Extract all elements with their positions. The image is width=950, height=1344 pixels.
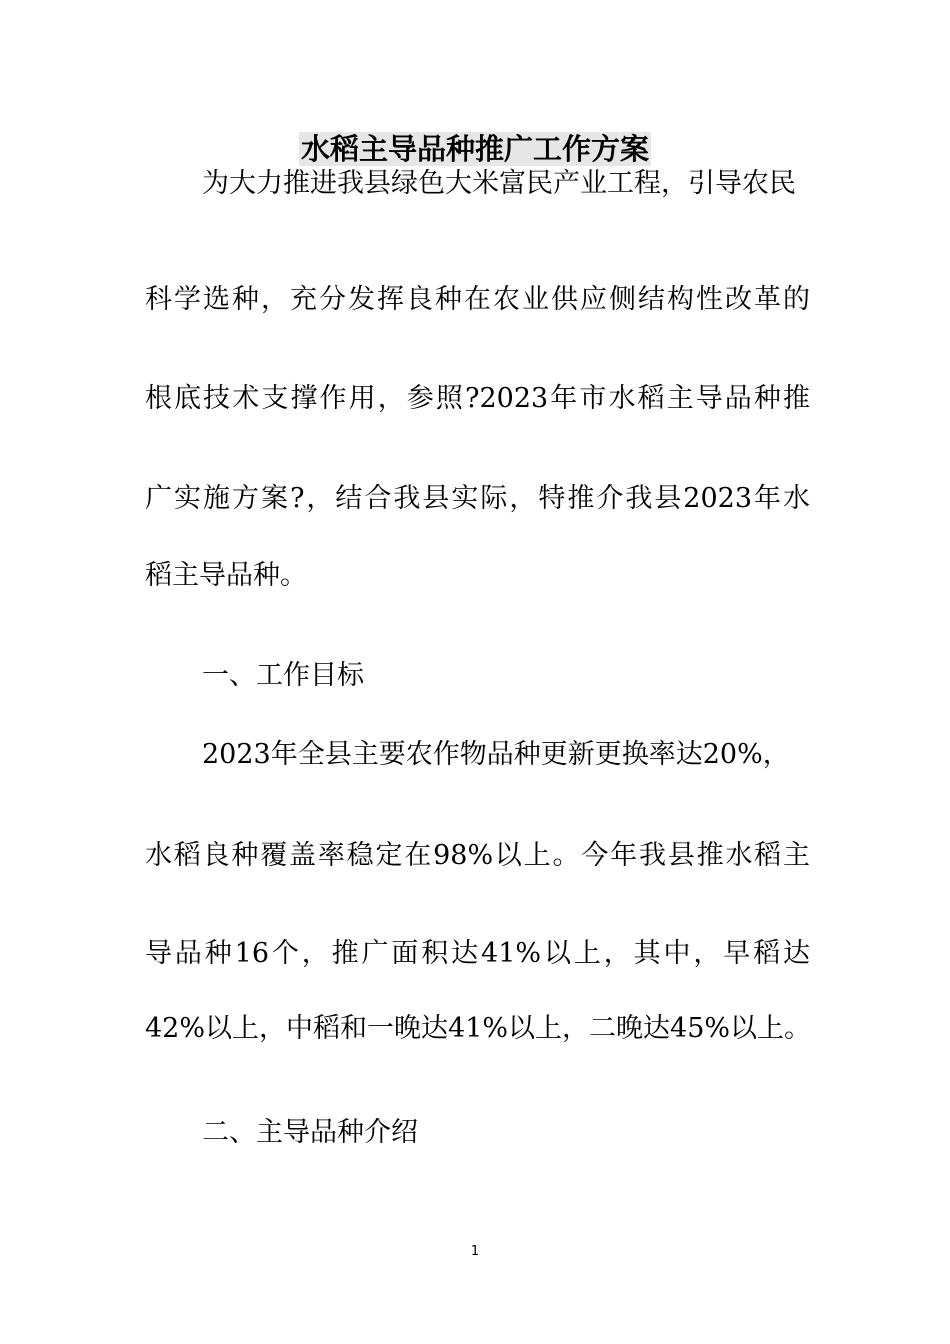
intro-line-2: 科学选种，充分发挥良种在农业供应侧结构性改革的 xyxy=(145,284,810,315)
document-title-text: 水稻主导品种推广工作方案 xyxy=(300,132,649,166)
intro-line-5: 稻主导品种。 xyxy=(145,560,307,591)
goals-line-2: 水稻良种覆盖率稳定在98%以上。今年我县推水稻主 xyxy=(145,840,810,871)
intro-line-1: 为大力推进我县绿色大米富民产业工程，引导农民 xyxy=(202,168,796,199)
goals-line-3: 导品种16个，推广面积达41%以上，其中，早稻达 xyxy=(145,938,810,969)
intro-line-3: 根底技术支撑作用，参照?2023年市水稻主导品种推 xyxy=(145,383,810,414)
intro-line-4: 广实施方案?，结合我县实际，特推介我县2023年水 xyxy=(145,483,811,514)
goals-line-4: 42%以上，中稻和一晚达41%以上，二晚达45%以上。 xyxy=(145,1013,812,1044)
page-number: 1 xyxy=(470,1244,480,1259)
section-heading-goals: 一、工作目标 xyxy=(202,660,364,691)
section-heading-varieties: 二、主导品种介绍 xyxy=(202,1117,418,1148)
goals-line-1: 2023年全县主要农作物品种更新更换率达20%， xyxy=(202,739,790,770)
